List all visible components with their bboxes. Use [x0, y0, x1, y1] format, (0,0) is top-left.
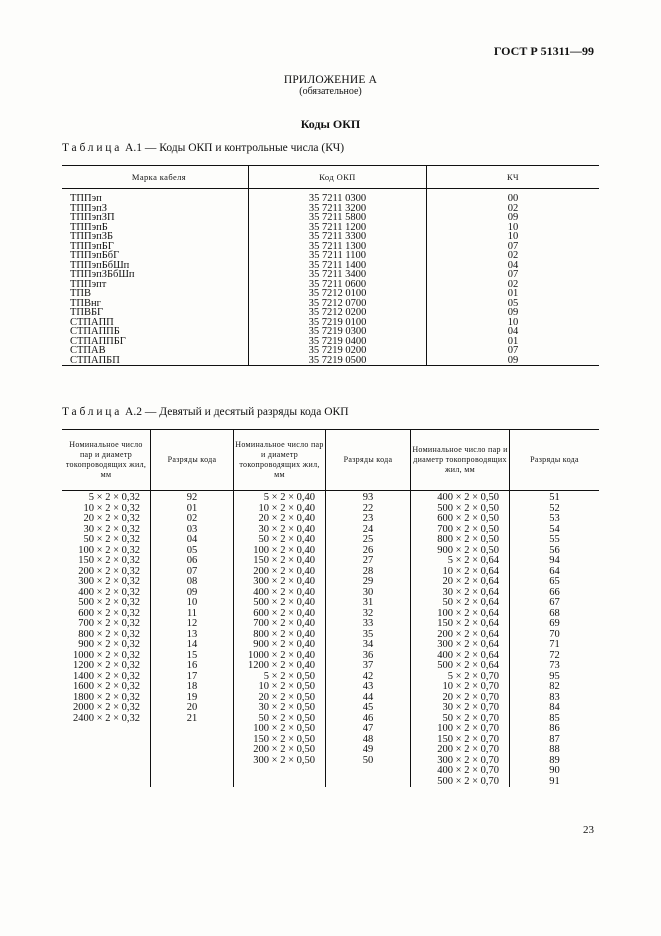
- pairs-diameter-cell: 1600 × 2 × 0,32: [73, 681, 140, 692]
- kch-cell: 01: [427, 337, 600, 347]
- code-digits-cell: 44: [326, 693, 411, 704]
- code-digits-cell: 89: [510, 756, 600, 767]
- code-digits-cell: 24: [326, 525, 411, 536]
- code-digits-cell: 05: [151, 546, 234, 557]
- pairs-diameter-cell: 5 × 2 × 0,32: [88, 492, 140, 503]
- okp-code-cell: 35 7211 1400: [249, 261, 427, 271]
- pairs-diameter-cell: [62, 777, 151, 788]
- code-digits-cell: [151, 766, 234, 777]
- code-digits-cell: 16: [151, 661, 234, 672]
- code-digits-cell: 17: [151, 672, 234, 683]
- pairs-diameter-cell: 5 × 2 × 0,70: [411, 672, 510, 683]
- pairs-diameter-cell: 400 × 2 × 0,32: [78, 586, 140, 598]
- code-digits-cell: 85: [510, 714, 600, 725]
- pairs-diameter-cell: 50 × 2 × 0,50: [234, 714, 326, 725]
- code-digits-cell: 73: [510, 661, 600, 672]
- kch-cell: 02: [427, 204, 600, 214]
- okp-code-cell: 35 7219 0300: [249, 327, 427, 337]
- code-digits-cell: 93: [326, 491, 411, 504]
- code-digits-cell: 18: [151, 682, 234, 693]
- pairs-diameter-cell: 150 × 2 × 0,50: [234, 735, 326, 746]
- code-digits-cell: 53: [510, 514, 600, 525]
- pairs-diameter-cell: [234, 766, 326, 777]
- code-digits-cell: 72: [510, 651, 600, 662]
- code-digits-cell: 84: [510, 703, 600, 714]
- table-header-row: [62, 430, 599, 491]
- pairs-diameter-cell: 150 × 2 × 0,64: [411, 619, 510, 630]
- pairs-diameter-cell: 30 × 2 × 0,70: [411, 703, 510, 714]
- code-digits-cell: 10: [151, 598, 234, 609]
- okp-codes-table: [62, 165, 599, 366]
- table-row: [62, 714, 599, 725]
- code-digits-cell: 68: [510, 609, 600, 620]
- pairs-diameter-cell: 50 × 2 × 0,64: [411, 598, 510, 609]
- kch-cell: 07: [427, 346, 600, 356]
- okp-code-cell: 35 7219 0200: [249, 346, 427, 356]
- okp-code-cell: 35 7211 3300: [249, 232, 427, 242]
- pairs-diameter-cell: 5 × 2 × 0,40: [234, 491, 326, 504]
- pairs-diameter-cell: 100 × 2 × 0,70: [411, 724, 510, 735]
- code-digits-cell: 66: [510, 588, 600, 599]
- table-row: [62, 356, 599, 366]
- pairs-diameter-cell: 500 × 2 × 0,64: [411, 661, 510, 672]
- code-digits-cell: 21: [151, 714, 234, 725]
- kch-cell: 09: [427, 213, 600, 223]
- pairs-diameter-cell: 700 × 2 × 0,32: [78, 618, 140, 629]
- header-cable-brand: Марка кабеля: [62, 166, 249, 189]
- pairs-diameter-cell: 600 × 2 × 0,40: [234, 609, 326, 620]
- okp-code-cell: 35 7212 0700: [249, 299, 427, 309]
- cable-brand-cell: ТППэпЗБбШп: [70, 269, 135, 280]
- code-digits-cell: 55: [510, 535, 600, 546]
- code-digits-cell: 26: [326, 546, 411, 557]
- pairs-diameter-cell: 20 × 2 × 0,64: [411, 577, 510, 588]
- code-digits-cell: [151, 735, 234, 746]
- pairs-diameter-cell: 30 × 2 × 0,40: [234, 525, 326, 536]
- code-digits-cell: 52: [510, 504, 600, 515]
- table-row: [62, 514, 599, 525]
- cable-brand-cell: СТПАППБГ: [70, 335, 126, 347]
- pairs-diameter-cell: 1200 × 2 × 0,40: [234, 661, 326, 672]
- pairs-diameter-cell: 150 × 2 × 0,70: [411, 735, 510, 746]
- code-digits-cell: 69: [510, 619, 600, 630]
- pairs-diameter-cell: 50 × 2 × 0,40: [234, 535, 326, 546]
- pairs-diameter-cell: 900 × 2 × 0,40: [234, 640, 326, 651]
- table-row: [62, 189, 599, 204]
- cable-brand-cell: ТПВ: [70, 288, 91, 299]
- code-digits-cell: 07: [151, 567, 234, 578]
- header-pairs-1: Номинальное число пар и диаметр токопроводящих жил, мм: [62, 430, 151, 491]
- code-digits-cell: 82: [510, 682, 600, 693]
- header-digits-3: Разряды кода: [510, 430, 600, 491]
- cable-brand-cell: ТППэпБГ: [70, 240, 114, 252]
- code-digits-cell: 19: [151, 693, 234, 704]
- pairs-diameter-cell: 400 × 2 × 0,40: [234, 588, 326, 599]
- code-digits-cell: [151, 745, 234, 756]
- pairs-diameter-cell: 50 × 2 × 0,32: [83, 534, 140, 545]
- table1-caption-text: А.1 — Коды ОКП и контрольные числа (КЧ): [125, 142, 345, 154]
- pairs-diameter-cell: 400 × 2 × 0,50: [411, 491, 510, 504]
- pairs-diameter-cell: 100 × 2 × 0,64: [411, 609, 510, 620]
- table-row: [62, 724, 599, 735]
- code-digits-cell: 91: [510, 777, 600, 788]
- code-digits-cell: 67: [510, 598, 600, 609]
- pairs-diameter-cell: 20 × 2 × 0,70: [411, 693, 510, 704]
- code-digits-table: [62, 429, 599, 787]
- section-title: Коды ОКП: [300, 117, 361, 131]
- okp-code-cell: 35 7212 0200: [249, 308, 427, 318]
- table-row: [62, 630, 599, 641]
- code-digits-cell: 42: [326, 672, 411, 683]
- pairs-diameter-cell: 20 × 2 × 0,40: [234, 514, 326, 525]
- pairs-diameter-cell: 700 × 2 × 0,40: [234, 619, 326, 630]
- code-digits-cell: 51: [510, 491, 600, 504]
- table-row: [62, 504, 599, 515]
- table-row: [62, 535, 599, 546]
- code-digits-cell: 36: [326, 651, 411, 662]
- pairs-diameter-cell: 10 × 2 × 0,32: [83, 502, 140, 514]
- table-row: [62, 766, 599, 777]
- pairs-diameter-cell: 1000 × 2 × 0,32: [73, 649, 140, 661]
- pairs-diameter-cell: 20 × 2 × 0,50: [234, 693, 326, 704]
- pairs-diameter-cell: 200 × 2 × 0,40: [234, 567, 326, 578]
- pairs-diameter-cell: 200 × 2 × 0,50: [234, 745, 326, 756]
- code-digits-cell: 70: [510, 630, 600, 641]
- pairs-diameter-cell: 200 × 2 × 0,70: [411, 745, 510, 756]
- code-digits-cell: 23: [326, 514, 411, 525]
- code-digits-cell: 56: [510, 546, 600, 557]
- pairs-diameter-cell: 1800 × 2 × 0,32: [73, 691, 140, 703]
- table-row: [62, 756, 599, 767]
- code-digits-cell: 14: [151, 640, 234, 651]
- code-digits-cell: 37: [326, 661, 411, 672]
- table-row: [62, 745, 599, 756]
- cable-brand-cell: ТПВБГ: [70, 307, 104, 318]
- pairs-diameter-cell: 2400 × 2 × 0,32: [73, 712, 140, 724]
- appendix-subtitle: (обязательное): [299, 86, 362, 97]
- pairs-diameter-cell: 5 × 2 × 0,50: [234, 672, 326, 683]
- code-digits-cell: 54: [510, 525, 600, 536]
- code-digits-cell: 09: [151, 588, 234, 599]
- kch-cell: 10: [427, 318, 600, 328]
- code-digits-cell: 29: [326, 577, 411, 588]
- pairs-diameter-cell: 100 × 2 × 0,50: [234, 724, 326, 735]
- pairs-diameter-cell: 1200 × 2 × 0,32: [73, 660, 140, 671]
- okp-code-cell: 35 7211 1200: [249, 223, 427, 233]
- code-digits-cell: 83: [510, 693, 600, 704]
- cable-brand-cell: ТППэпЗ: [70, 202, 107, 214]
- okp-code-cell: 35 7219 0400: [249, 337, 427, 347]
- pairs-diameter-cell: 300 × 2 × 0,32: [78, 576, 140, 587]
- okp-code-cell: 35 7219 0500: [249, 356, 427, 366]
- table-row: [62, 682, 599, 693]
- pairs-diameter-cell: 200 × 2 × 0,64: [411, 630, 510, 641]
- pairs-diameter-cell: [62, 766, 151, 777]
- pairs-diameter-cell: 30 × 2 × 0,50: [234, 703, 326, 714]
- pairs-diameter-cell: 50 × 2 × 0,70: [411, 714, 510, 725]
- table-row: [62, 491, 599, 504]
- cable-brand-cell: ТППэпЗБ: [70, 231, 113, 242]
- pairs-diameter-cell: 100 × 2 × 0,32: [78, 544, 140, 556]
- pairs-diameter-cell: 300 × 2 × 0,64: [411, 640, 510, 651]
- code-digits-cell: 06: [151, 556, 234, 567]
- header-digits-1: Разряды кода: [151, 430, 234, 491]
- code-digits-cell: 64: [510, 567, 600, 578]
- okp-code-cell: 35 7219 0100: [249, 318, 427, 328]
- cable-brand-cell: СТПАППБ: [70, 326, 120, 337]
- pairs-diameter-cell: 500 × 2 × 0,40: [234, 598, 326, 609]
- pairs-diameter-cell: 10 × 2 × 0,40: [234, 504, 326, 515]
- document-code: ГОСТ Р 51311—99: [493, 44, 594, 58]
- table-row: [62, 777, 599, 788]
- code-digits-cell: 46: [326, 714, 411, 725]
- kch-cell: 09: [427, 308, 600, 318]
- pairs-diameter-cell: 10 × 2 × 0,50: [234, 682, 326, 693]
- table-row: [62, 619, 599, 630]
- pairs-diameter-cell: 600 × 2 × 0,50: [411, 514, 510, 525]
- table-row: [62, 609, 599, 620]
- code-digits-cell: 20: [151, 703, 234, 714]
- kch-cell: 04: [427, 261, 600, 271]
- okp-code-cell: 35 7211 1100: [249, 251, 427, 261]
- table-row: [62, 598, 599, 609]
- table1-caption-word: Таблица: [62, 142, 123, 154]
- pairs-diameter-cell: 800 × 2 × 0,40: [234, 630, 326, 641]
- code-digits-cell: 03: [151, 525, 234, 536]
- pairs-diameter-cell: 600 × 2 × 0,32: [78, 607, 140, 619]
- table2-caption-text: А.2 — Девятый и десятый разряды кода ОКП: [125, 406, 349, 418]
- code-digits-cell: 08: [151, 577, 234, 588]
- code-digits-cell: [326, 777, 411, 788]
- cable-brand-cell: ТППэпБбШп: [70, 259, 130, 271]
- pairs-diameter-cell: 500 × 2 × 0,50: [411, 504, 510, 515]
- cable-brand-cell: СТПАВ: [70, 345, 106, 356]
- kch-cell: 10: [427, 223, 600, 233]
- okp-code-cell: 35 7211 0300: [249, 189, 427, 204]
- cable-brand-cell: ТППэп: [70, 193, 102, 204]
- table-row: [62, 588, 599, 599]
- header-pairs-3: Номинальное число пар и диаметр токопроводящих жил, мм: [411, 430, 510, 491]
- pairs-diameter-cell: 100 × 2 × 0,40: [234, 546, 326, 557]
- appendix-title: ПРИЛОЖЕНИЕ А: [283, 74, 378, 86]
- table1-caption: [62, 142, 344, 154]
- cable-brand-cell: ТППэпт: [70, 278, 107, 290]
- pairs-diameter-cell: 500 × 2 × 0,70: [411, 777, 510, 788]
- code-digits-cell: 50: [326, 756, 411, 767]
- code-digits-cell: 71: [510, 640, 600, 651]
- table-row: [62, 640, 599, 651]
- pairs-diameter-cell: 800 × 2 × 0,32: [78, 628, 140, 640]
- pairs-diameter-cell: [62, 724, 151, 735]
- code-digits-cell: 13: [151, 630, 234, 641]
- header-kch: КЧ: [427, 166, 600, 189]
- code-digits-cell: 86: [510, 724, 600, 735]
- okp-code-cell: 35 7211 5800: [249, 213, 427, 223]
- code-digits-cell: 02: [151, 514, 234, 525]
- code-digits-cell: 34: [326, 640, 411, 651]
- pairs-diameter-cell: 30 × 2 × 0,64: [411, 588, 510, 599]
- pairs-diameter-cell: [234, 777, 326, 788]
- okp-code-cell: 35 7211 3200: [249, 204, 427, 214]
- kch-cell: 02: [427, 251, 600, 261]
- okp-code-cell: 35 7212 0100: [249, 289, 427, 299]
- code-digits-cell: [151, 756, 234, 767]
- kch-cell: 07: [427, 270, 600, 280]
- code-digits-cell: 01: [151, 504, 234, 515]
- cable-brand-cell: СТПАПП: [70, 316, 114, 328]
- code-digits-cell: 11: [151, 609, 234, 620]
- table-row: [62, 703, 599, 714]
- pairs-diameter-cell: 1000 × 2 × 0,40: [234, 651, 326, 662]
- cable-brand-cell: ТПВнг: [70, 297, 101, 309]
- code-digits-cell: 47: [326, 724, 411, 735]
- code-digits-cell: 33: [326, 619, 411, 630]
- code-digits-cell: 65: [510, 577, 600, 588]
- code-digits-cell: 94: [510, 556, 600, 567]
- pairs-diameter-cell: 300 × 2 × 0,40: [234, 577, 326, 588]
- code-digits-cell: 32: [326, 609, 411, 620]
- table-row: [62, 661, 599, 672]
- code-digits-cell: 90: [510, 766, 600, 777]
- code-digits-cell: 35: [326, 630, 411, 641]
- pairs-diameter-cell: [62, 735, 151, 746]
- code-digits-cell: 30: [326, 588, 411, 599]
- pairs-diameter-cell: 10 × 2 × 0,64: [411, 567, 510, 578]
- table-row: [62, 546, 599, 557]
- pairs-diameter-cell: 10 × 2 × 0,70: [411, 682, 510, 693]
- code-digits-cell: 28: [326, 567, 411, 578]
- cable-brand-cell: ТППэпЗП: [70, 212, 115, 223]
- code-digits-cell: 12: [151, 619, 234, 630]
- kch-cell: 07: [427, 242, 600, 252]
- okp-code-cell: 35 7211 0600: [249, 280, 427, 290]
- kch-cell: 10: [427, 232, 600, 242]
- code-digits-cell: 15: [151, 651, 234, 662]
- code-digits-cell: [326, 766, 411, 777]
- okp-code-cell: 35 7211 1300: [249, 242, 427, 252]
- code-digits-cell: 27: [326, 556, 411, 567]
- code-digits-cell: 88: [510, 745, 600, 756]
- code-digits-cell: [151, 724, 234, 735]
- pairs-diameter-cell: 30 × 2 × 0,32: [83, 523, 140, 535]
- kch-cell: 09: [427, 356, 600, 366]
- cable-brand-cell: ТППэпБ: [70, 221, 108, 233]
- pairs-diameter-cell: 800 × 2 × 0,50: [411, 535, 510, 546]
- table-row: [62, 567, 599, 578]
- kch-cell: 01: [427, 289, 600, 299]
- pairs-diameter-cell: 400 × 2 × 0,64: [411, 651, 510, 662]
- pairs-diameter-cell: 1400 × 2 × 0,32: [73, 670, 140, 682]
- pairs-diameter-cell: 400 × 2 × 0,70: [411, 766, 510, 777]
- pairs-diameter-cell: 300 × 2 × 0,50: [234, 756, 326, 767]
- code-digits-cell: 48: [326, 735, 411, 746]
- code-digits-cell: 87: [510, 735, 600, 746]
- pairs-diameter-cell: 500 × 2 × 0,32: [78, 597, 140, 608]
- header-digits-2: Разряды кода: [326, 430, 411, 491]
- table-row: [62, 735, 599, 746]
- pairs-diameter-cell: [62, 756, 151, 767]
- pairs-diameter-cell: 300 × 2 × 0,70: [411, 756, 510, 767]
- cable-brand-cell: СТПАПБП: [62, 356, 249, 366]
- pairs-diameter-cell: 20 × 2 × 0,32: [83, 513, 140, 524]
- table-header-row: [62, 166, 599, 189]
- pairs-diameter-cell: 900 × 2 × 0,32: [78, 639, 140, 650]
- code-digits-cell: 95: [510, 672, 600, 683]
- pairs-diameter-cell: [62, 745, 151, 756]
- table2-caption: [62, 406, 349, 418]
- code-digits-cell: 04: [151, 535, 234, 546]
- page-number: 23: [583, 824, 594, 836]
- table-row: [62, 693, 599, 704]
- table-row: [62, 672, 599, 683]
- table-row: [62, 577, 599, 588]
- pairs-diameter-cell: 2000 × 2 × 0,32: [73, 702, 140, 713]
- pairs-diameter-cell: 700 × 2 × 0,50: [411, 525, 510, 536]
- code-digits-cell: 45: [326, 703, 411, 714]
- pairs-diameter-cell: 200 × 2 × 0,32: [78, 565, 140, 577]
- table-row: [62, 525, 599, 536]
- okp-code-cell: 35 7211 3400: [249, 270, 427, 280]
- table2-caption-word: Таблица: [62, 406, 123, 418]
- code-digits-cell: 43: [326, 682, 411, 693]
- kch-cell: 05: [427, 299, 600, 309]
- table-row: [62, 651, 599, 662]
- code-digits-cell: 31: [326, 598, 411, 609]
- pairs-diameter-cell: 150 × 2 × 0,32: [78, 555, 140, 566]
- kch-cell: 00: [427, 189, 600, 204]
- code-digits-cell: [151, 777, 234, 788]
- header-okp-code: Код ОКП: [249, 166, 427, 189]
- kch-cell: 02: [427, 280, 600, 290]
- kch-cell: 04: [427, 327, 600, 337]
- pairs-diameter-cell: 150 × 2 × 0,40: [234, 556, 326, 567]
- code-digits-cell: 49: [326, 745, 411, 756]
- code-digits-cell: 25: [326, 535, 411, 546]
- header-pairs-2: Номинальное число пар и диаметр токопроводящих жил, мм: [234, 430, 326, 491]
- table-row: [62, 556, 599, 567]
- pairs-diameter-cell: 5 × 2 × 0,64: [411, 556, 510, 567]
- code-digits-cell: 92: [151, 491, 234, 504]
- pairs-diameter-cell: 900 × 2 × 0,50: [411, 546, 510, 557]
- cable-brand-cell: ТППэпБбГ: [70, 250, 120, 261]
- code-digits-cell: 22: [326, 504, 411, 515]
